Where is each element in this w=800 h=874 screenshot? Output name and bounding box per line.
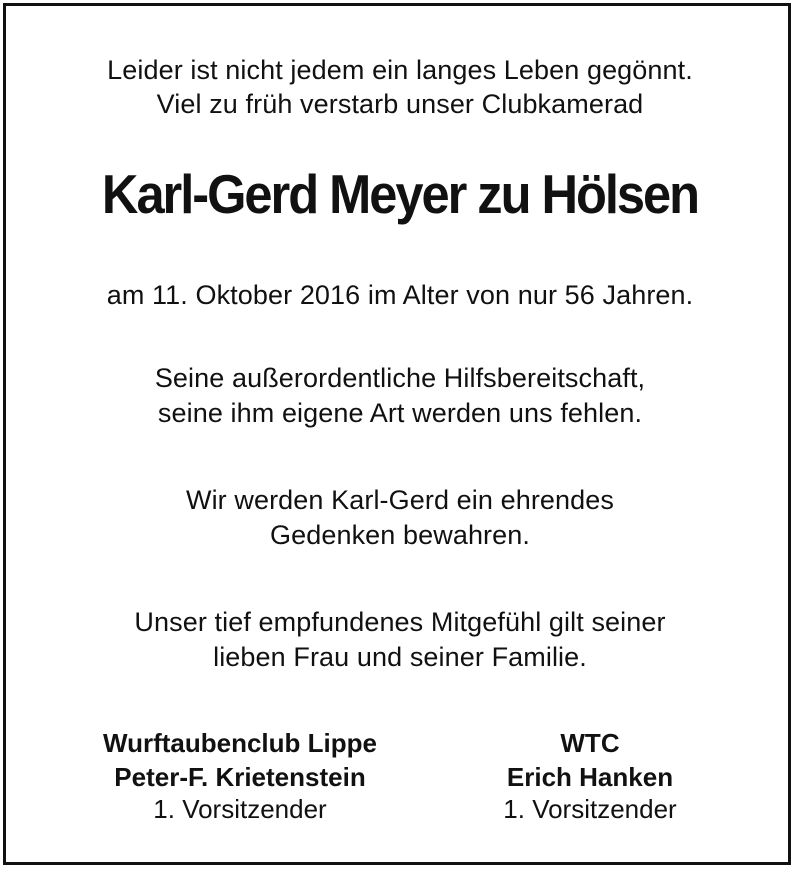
paragraph-1-line-2: seine ihm eigene Art werden uns fehlen. xyxy=(157,398,643,428)
paragraph-1-line-1: Seine außerordentliche Hilfsbereitschaft, xyxy=(154,363,646,393)
signature-right-role: 1. Vorsitzender xyxy=(503,794,677,824)
intro-line-1: Leider ist nicht jedem ein langes Leben gegönnt. xyxy=(107,55,693,85)
paragraph-3-line-1: Unser tief empfundenes Mitgefühl gilt seiner xyxy=(134,607,666,637)
death-date-line: am 11. Oktober 2016 im Alter von nur 56 Jahren. xyxy=(106,280,694,310)
signature-left-person: Peter-F. Krietenstein xyxy=(114,762,366,792)
signature-left-role: 1. Vorsitzender xyxy=(153,794,327,824)
signature-right-organization: WTC xyxy=(560,728,620,758)
paragraph-2-line-1: Wir werden Karl-Gerd ein ehrendes xyxy=(186,485,614,515)
signature-left-organization: Wurftaubenclub Lippe xyxy=(103,728,377,758)
paragraph-3-line-2: lieben Frau und seiner Familie. xyxy=(213,642,587,672)
intro-line-2: Viel zu früh verstarb unser Clubkamerad xyxy=(156,89,644,119)
deceased-name: Karl-Gerd Meyer zu Hölsen xyxy=(101,163,699,225)
signature-right-person: Erich Hanken xyxy=(506,762,674,792)
paragraph-2-line-2: Gedenken bewahren. xyxy=(270,520,530,550)
